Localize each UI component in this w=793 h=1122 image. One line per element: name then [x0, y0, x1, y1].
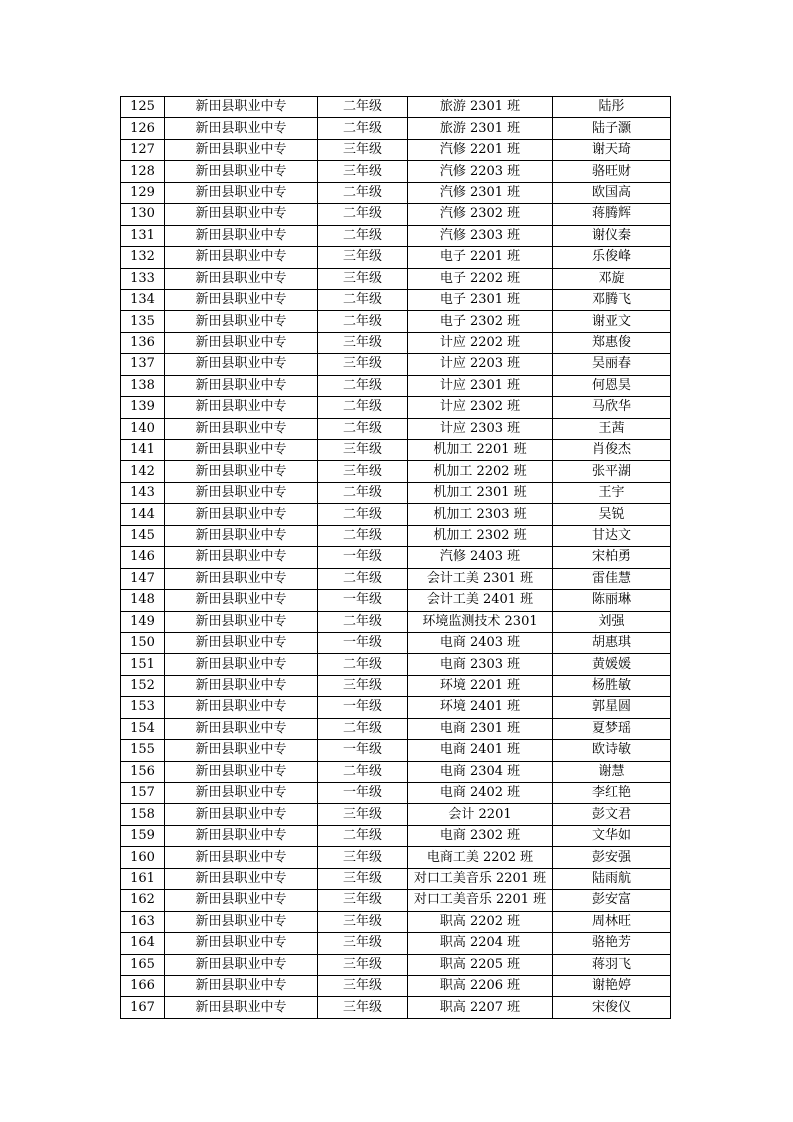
school-cell: 新田县职业中专 — [165, 718, 318, 739]
student-name-cell: 马欣华 — [553, 397, 671, 418]
student-name-cell: 邓腾飞 — [553, 289, 671, 310]
school-cell: 新田县职业中专 — [165, 654, 318, 675]
row-number-cell: 145 — [121, 525, 165, 546]
class-cell: 电商 2304 班 — [408, 761, 553, 782]
student-name-cell: 宋俊仪 — [553, 997, 671, 1018]
grade-cell: 一年级 — [318, 590, 408, 611]
school-cell: 新田县职业中专 — [165, 289, 318, 310]
student-name-cell: 夏梦瑶 — [553, 718, 671, 739]
student-name-cell: 骆艳芳 — [553, 933, 671, 954]
table-row — [121, 354, 671, 375]
grade-cell: 一年级 — [318, 783, 408, 804]
table-row — [121, 847, 671, 868]
row-number-cell: 150 — [121, 632, 165, 653]
class-cell: 电商 2403 班 — [408, 632, 553, 653]
row-number-cell: 153 — [121, 697, 165, 718]
class-cell: 汽修 2201 班 — [408, 139, 553, 160]
grade-cell: 二年级 — [318, 504, 408, 525]
student-name-cell: 谢亚文 — [553, 311, 671, 332]
class-cell: 电商 2401 班 — [408, 740, 553, 761]
table-row — [121, 804, 671, 825]
school-cell: 新田县职业中专 — [165, 97, 318, 118]
class-cell: 会计工美 2301 班 — [408, 568, 553, 589]
class-cell: 计应 2202 班 — [408, 332, 553, 353]
row-number-cell: 149 — [121, 611, 165, 632]
grade-cell: 二年级 — [318, 718, 408, 739]
table-row — [121, 182, 671, 203]
grade-cell: 一年级 — [318, 740, 408, 761]
row-number-cell: 158 — [121, 804, 165, 825]
table-row — [121, 975, 671, 996]
table-row — [121, 504, 671, 525]
table-row — [121, 761, 671, 782]
table-row — [121, 697, 671, 718]
student-name-cell: 甘达文 — [553, 525, 671, 546]
school-cell: 新田县职业中专 — [165, 225, 318, 246]
student-name-cell: 雷佳慧 — [553, 568, 671, 589]
table-row — [121, 632, 671, 653]
table-row — [121, 740, 671, 761]
row-number-cell: 142 — [121, 461, 165, 482]
student-name-cell: 宋柏勇 — [553, 547, 671, 568]
table-row — [121, 997, 671, 1018]
school-cell: 新田县职业中专 — [165, 911, 318, 932]
row-number-cell: 161 — [121, 868, 165, 889]
grade-cell: 二年级 — [318, 118, 408, 139]
class-cell: 会计 2201 — [408, 804, 553, 825]
school-cell: 新田县职业中专 — [165, 590, 318, 611]
row-number-cell: 132 — [121, 247, 165, 268]
school-cell: 新田县职业中专 — [165, 268, 318, 289]
student-name-cell: 陆彤 — [553, 97, 671, 118]
class-cell: 机加工 2301 班 — [408, 482, 553, 503]
class-cell: 旅游 2301 班 — [408, 97, 553, 118]
school-cell: 新田县职业中专 — [165, 611, 318, 632]
class-cell: 机加工 2202 班 — [408, 461, 553, 482]
student-name-cell: 陆雨航 — [553, 868, 671, 889]
grade-cell: 三年级 — [318, 954, 408, 975]
row-number-cell: 164 — [121, 933, 165, 954]
student-roster-table — [120, 96, 671, 1019]
table-row — [121, 568, 671, 589]
table-row — [121, 654, 671, 675]
grade-cell: 三年级 — [318, 161, 408, 182]
school-cell: 新田县职业中专 — [165, 933, 318, 954]
student-name-cell: 李红艳 — [553, 783, 671, 804]
student-name-cell: 吴丽春 — [553, 354, 671, 375]
row-number-cell: 131 — [121, 225, 165, 246]
row-number-cell: 127 — [121, 139, 165, 160]
class-cell: 汽修 2403 班 — [408, 547, 553, 568]
school-cell: 新田县职业中专 — [165, 247, 318, 268]
row-number-cell: 139 — [121, 397, 165, 418]
student-name-cell: 陈丽琳 — [553, 590, 671, 611]
school-cell: 新田县职业中专 — [165, 332, 318, 353]
row-number-cell: 151 — [121, 654, 165, 675]
table-row — [121, 611, 671, 632]
grade-cell: 一年级 — [318, 697, 408, 718]
table-row — [121, 247, 671, 268]
grade-cell: 二年级 — [318, 568, 408, 589]
class-cell: 对口工美音乐 2201 班 — [408, 868, 553, 889]
school-cell: 新田县职业中专 — [165, 740, 318, 761]
roster-table-body — [121, 97, 671, 1019]
school-cell: 新田县职业中专 — [165, 783, 318, 804]
class-cell: 电商 2402 班 — [408, 783, 553, 804]
grade-cell: 三年级 — [318, 675, 408, 696]
class-cell: 计应 2203 班 — [408, 354, 553, 375]
row-number-cell: 128 — [121, 161, 165, 182]
row-number-cell: 129 — [121, 182, 165, 203]
grade-cell: 二年级 — [318, 225, 408, 246]
row-number-cell: 130 — [121, 204, 165, 225]
class-cell: 汽修 2203 班 — [408, 161, 553, 182]
grade-cell: 三年级 — [318, 440, 408, 461]
class-cell: 电子 2201 班 — [408, 247, 553, 268]
row-number-cell: 167 — [121, 997, 165, 1018]
school-cell: 新田县职业中专 — [165, 761, 318, 782]
table-row — [121, 868, 671, 889]
school-cell: 新田县职业中专 — [165, 568, 318, 589]
grade-cell: 二年级 — [318, 204, 408, 225]
row-number-cell: 148 — [121, 590, 165, 611]
grade-cell: 二年级 — [318, 825, 408, 846]
row-number-cell: 165 — [121, 954, 165, 975]
school-cell: 新田县职业中专 — [165, 118, 318, 139]
school-cell: 新田县职业中专 — [165, 890, 318, 911]
school-cell: 新田县职业中专 — [165, 975, 318, 996]
table-row — [121, 397, 671, 418]
student-name-cell: 蒋羽飞 — [553, 954, 671, 975]
school-cell: 新田县职业中专 — [165, 825, 318, 846]
class-cell: 汽修 2301 班 — [408, 182, 553, 203]
school-cell: 新田县职业中专 — [165, 547, 318, 568]
grade-cell: 三年级 — [318, 804, 408, 825]
row-number-cell: 166 — [121, 975, 165, 996]
table-row — [121, 783, 671, 804]
student-name-cell: 胡惠琪 — [553, 632, 671, 653]
grade-cell: 二年级 — [318, 182, 408, 203]
school-cell: 新田县职业中专 — [165, 311, 318, 332]
row-number-cell: 152 — [121, 675, 165, 696]
table-row — [121, 268, 671, 289]
student-name-cell: 彭文君 — [553, 804, 671, 825]
class-cell: 电子 2301 班 — [408, 289, 553, 310]
grade-cell: 二年级 — [318, 311, 408, 332]
row-number-cell: 141 — [121, 440, 165, 461]
class-cell: 电商 2302 班 — [408, 825, 553, 846]
row-number-cell: 163 — [121, 911, 165, 932]
row-number-cell: 134 — [121, 289, 165, 310]
grade-cell: 三年级 — [318, 911, 408, 932]
school-cell: 新田县职业中专 — [165, 418, 318, 439]
table-row — [121, 139, 671, 160]
student-name-cell: 文华如 — [553, 825, 671, 846]
table-row — [121, 332, 671, 353]
class-cell: 环境 2401 班 — [408, 697, 553, 718]
grade-cell: 一年级 — [318, 632, 408, 653]
school-cell: 新田县职业中专 — [165, 161, 318, 182]
grade-cell: 二年级 — [318, 97, 408, 118]
class-cell: 对口工美音乐 2201 班 — [408, 890, 553, 911]
table-row — [121, 890, 671, 911]
grade-cell: 三年级 — [318, 847, 408, 868]
row-number-cell: 135 — [121, 311, 165, 332]
student-name-cell: 谢艳婷 — [553, 975, 671, 996]
student-name-cell: 谢慧 — [553, 761, 671, 782]
row-number-cell: 133 — [121, 268, 165, 289]
student-name-cell: 肖俊杰 — [553, 440, 671, 461]
table-row — [121, 289, 671, 310]
student-name-cell: 谢仪秦 — [553, 225, 671, 246]
table-row — [121, 461, 671, 482]
class-cell: 计应 2301 班 — [408, 375, 553, 396]
school-cell: 新田县职业中专 — [165, 804, 318, 825]
table-row — [121, 161, 671, 182]
student-name-cell: 郑惠俊 — [553, 332, 671, 353]
table-row — [121, 97, 671, 118]
grade-cell: 二年级 — [318, 654, 408, 675]
class-cell: 计应 2303 班 — [408, 418, 553, 439]
class-cell: 环境 2201 班 — [408, 675, 553, 696]
student-name-cell: 欧国高 — [553, 182, 671, 203]
grade-cell: 二年级 — [318, 375, 408, 396]
school-cell: 新田县职业中专 — [165, 139, 318, 160]
row-number-cell: 154 — [121, 718, 165, 739]
table-row — [121, 118, 671, 139]
table-row — [121, 418, 671, 439]
table-row — [121, 311, 671, 332]
grade-cell: 二年级 — [318, 525, 408, 546]
table-row — [121, 718, 671, 739]
class-cell: 职高 2205 班 — [408, 954, 553, 975]
table-row — [121, 933, 671, 954]
student-name-cell: 王茜 — [553, 418, 671, 439]
school-cell: 新田县职业中专 — [165, 954, 318, 975]
row-number-cell: 143 — [121, 482, 165, 503]
table-row — [121, 525, 671, 546]
class-cell: 旅游 2301 班 — [408, 118, 553, 139]
student-name-cell: 黄媛媛 — [553, 654, 671, 675]
row-number-cell: 126 — [121, 118, 165, 139]
student-name-cell: 郭星圆 — [553, 697, 671, 718]
class-cell: 会计工美 2401 班 — [408, 590, 553, 611]
table-row — [121, 675, 671, 696]
school-cell: 新田县职业中专 — [165, 461, 318, 482]
row-number-cell: 155 — [121, 740, 165, 761]
class-cell: 电商 2301 班 — [408, 718, 553, 739]
table-row — [121, 440, 671, 461]
school-cell: 新田县职业中专 — [165, 182, 318, 203]
school-cell: 新田县职业中专 — [165, 997, 318, 1018]
student-name-cell: 周林旺 — [553, 911, 671, 932]
row-number-cell: 156 — [121, 761, 165, 782]
grade-cell: 三年级 — [318, 354, 408, 375]
grade-cell: 二年级 — [318, 397, 408, 418]
grade-cell: 二年级 — [318, 418, 408, 439]
student-name-cell: 张平湖 — [553, 461, 671, 482]
class-cell: 计应 2302 班 — [408, 397, 553, 418]
grade-cell: 三年级 — [318, 890, 408, 911]
school-cell: 新田县职业中专 — [165, 354, 318, 375]
school-cell: 新田县职业中专 — [165, 525, 318, 546]
school-cell: 新田县职业中专 — [165, 632, 318, 653]
grade-cell: 三年级 — [318, 461, 408, 482]
student-name-cell: 吴锐 — [553, 504, 671, 525]
grade-cell: 三年级 — [318, 332, 408, 353]
row-number-cell: 162 — [121, 890, 165, 911]
grade-cell: 三年级 — [318, 139, 408, 160]
grade-cell: 二年级 — [318, 761, 408, 782]
row-number-cell: 146 — [121, 547, 165, 568]
student-name-cell: 欧诗敏 — [553, 740, 671, 761]
class-cell: 机加工 2201 班 — [408, 440, 553, 461]
student-name-cell: 蒋腾辉 — [553, 204, 671, 225]
student-name-cell: 乐俊峰 — [553, 247, 671, 268]
class-cell: 汽修 2303 班 — [408, 225, 553, 246]
table-row — [121, 225, 671, 246]
class-cell: 汽修 2302 班 — [408, 204, 553, 225]
grade-cell: 一年级 — [318, 547, 408, 568]
student-name-cell: 彭安强 — [553, 847, 671, 868]
school-cell: 新田县职业中专 — [165, 204, 318, 225]
school-cell: 新田县职业中专 — [165, 440, 318, 461]
student-name-cell: 刘强 — [553, 611, 671, 632]
grade-cell: 二年级 — [318, 611, 408, 632]
grade-cell: 三年级 — [318, 247, 408, 268]
table-row — [121, 204, 671, 225]
row-number-cell: 138 — [121, 375, 165, 396]
table-row — [121, 375, 671, 396]
class-cell: 环境监测技术 2301 — [408, 611, 553, 632]
table-row — [121, 825, 671, 846]
school-cell: 新田县职业中专 — [165, 697, 318, 718]
class-cell: 电子 2202 班 — [408, 268, 553, 289]
school-cell: 新田县职业中专 — [165, 504, 318, 525]
class-cell: 职高 2202 班 — [408, 911, 553, 932]
grade-cell: 三年级 — [318, 868, 408, 889]
row-number-cell: 157 — [121, 783, 165, 804]
table-row — [121, 547, 671, 568]
grade-cell: 二年级 — [318, 482, 408, 503]
row-number-cell: 147 — [121, 568, 165, 589]
student-name-cell: 邓旋 — [553, 268, 671, 289]
student-name-cell: 陆子灏 — [553, 118, 671, 139]
class-cell: 职高 2207 班 — [408, 997, 553, 1018]
school-cell: 新田县职业中专 — [165, 868, 318, 889]
grade-cell: 三年级 — [318, 268, 408, 289]
student-name-cell: 骆旺财 — [553, 161, 671, 182]
class-cell: 机加工 2303 班 — [408, 504, 553, 525]
class-cell: 电商工美 2202 班 — [408, 847, 553, 868]
row-number-cell: 137 — [121, 354, 165, 375]
grade-cell: 三年级 — [318, 997, 408, 1018]
table-row — [121, 482, 671, 503]
class-cell: 电子 2302 班 — [408, 311, 553, 332]
row-number-cell: 125 — [121, 97, 165, 118]
school-cell: 新田县职业中专 — [165, 375, 318, 396]
grade-cell: 二年级 — [318, 289, 408, 310]
student-name-cell: 杨胜敏 — [553, 675, 671, 696]
student-name-cell: 何恩昊 — [553, 375, 671, 396]
student-name-cell: 王宇 — [553, 482, 671, 503]
table-row — [121, 911, 671, 932]
student-name-cell: 谢天琦 — [553, 139, 671, 160]
school-cell: 新田县职业中专 — [165, 847, 318, 868]
table-row — [121, 954, 671, 975]
school-cell: 新田县职业中专 — [165, 397, 318, 418]
row-number-cell: 144 — [121, 504, 165, 525]
row-number-cell: 136 — [121, 332, 165, 353]
table-row — [121, 590, 671, 611]
class-cell: 机加工 2302 班 — [408, 525, 553, 546]
row-number-cell: 160 — [121, 847, 165, 868]
grade-cell: 三年级 — [318, 933, 408, 954]
class-cell: 职高 2204 班 — [408, 933, 553, 954]
class-cell: 职高 2206 班 — [408, 975, 553, 996]
school-cell: 新田县职业中专 — [165, 675, 318, 696]
school-cell: 新田县职业中专 — [165, 482, 318, 503]
student-name-cell: 彭安富 — [553, 890, 671, 911]
class-cell: 电商 2303 班 — [408, 654, 553, 675]
grade-cell: 三年级 — [318, 975, 408, 996]
row-number-cell: 140 — [121, 418, 165, 439]
row-number-cell: 159 — [121, 825, 165, 846]
